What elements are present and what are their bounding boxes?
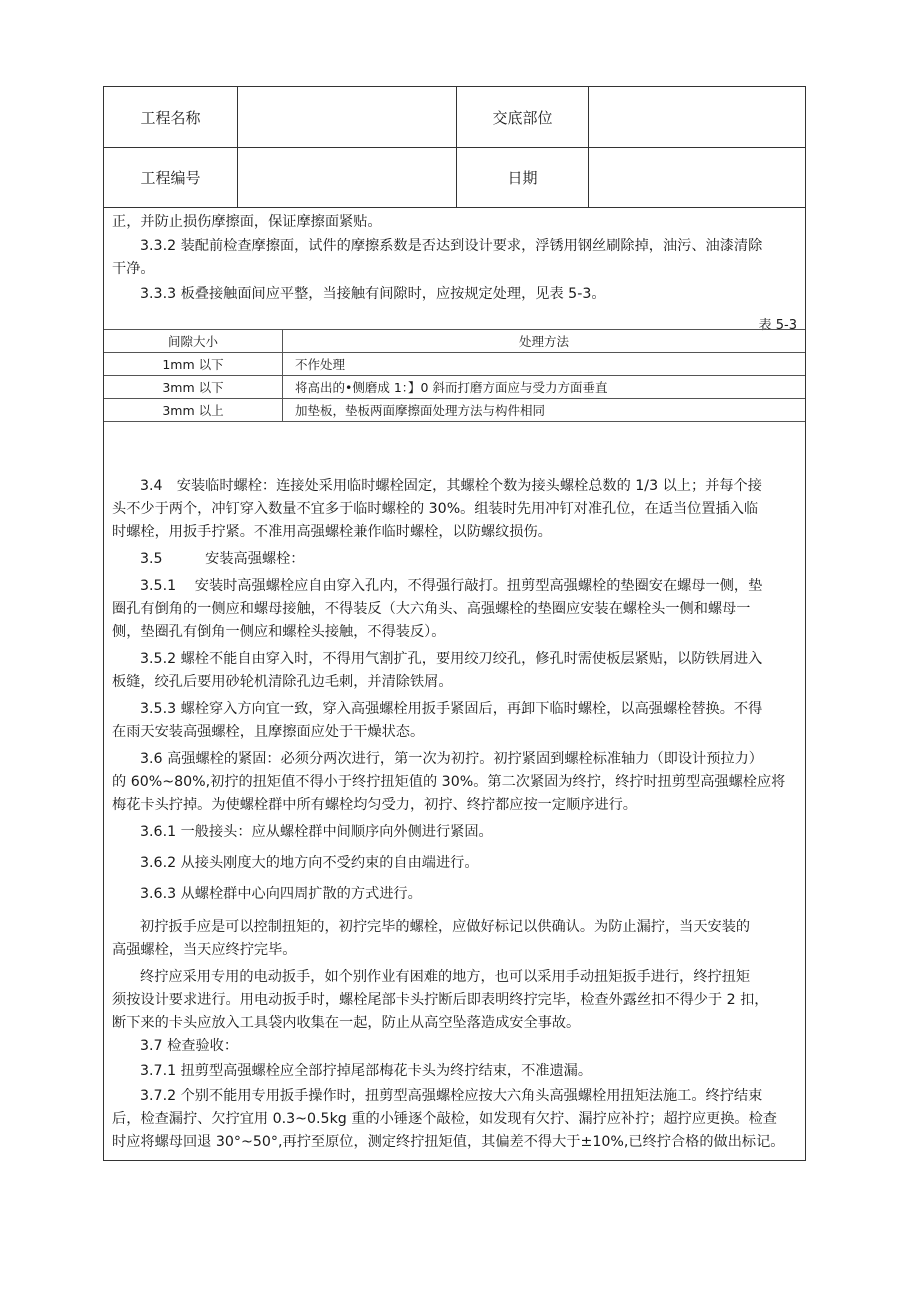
gap-size-cell: 3mm 以下: [162, 380, 224, 395]
paragraph-line: 3.5.2 螺栓不能自由穿入时，不得用气割扩孔，要用绞刀绞孔，修孔时需使板层紧贴，以防铁屑进入: [140, 651, 763, 667]
paragraph-line: 3.5.3 螺栓穿入方向宜一致，穿入高强螺栓用扳手紧固后，再卸下临时螺栓，以高强螺栓替换。不得: [140, 701, 763, 717]
treatment-cell: 加垫板，垫板两面摩擦面处理方法与构件相同: [282, 399, 805, 421]
location-value: [588, 87, 805, 147]
paragraph-line: 3.6.3 从螺栓群中心向四周扩散的方式进行。: [140, 886, 422, 902]
paragraph-line: 3.6 高强螺栓的紧固：必须分两次进行，第一次为初拧。初拧紧固到螺栓标准轴力（即设计预拉力）: [140, 751, 763, 767]
paragraph-line: 板缝，绞孔后要用砂轮机清除孔边毛刺，并清除铁屑。: [112, 674, 453, 690]
treatment-cell: 不作处理: [282, 353, 805, 375]
gap-size-cell: 1mm 以下: [162, 357, 224, 372]
table-caption: 表 5-3: [758, 318, 797, 333]
paragraph-line: 3.4 安装临时螺栓：连接处采用临时螺栓固定，其螺栓个数为接头螺栓总数的 1/3 以上；并每个接: [140, 478, 762, 494]
gap-table: [104, 329, 805, 421]
paragraph-line: 头不少于两个，冲钉穿入数量不宜多于临时螺栓的 30%。组装时先用冲钉对准孔位，在适当位置插入临: [112, 501, 759, 517]
paragraph-line: 高强螺栓，当天应终拧完毕。: [112, 942, 297, 958]
paragraph-line: 断下来的卡头应放入工具袋内收集在一起，防止从高空坠落造成安全事故。: [112, 1015, 581, 1031]
treatment-header: 处理方法: [282, 330, 805, 352]
project-name-value: [237, 87, 456, 147]
project-no-label: 工程编号: [140, 169, 201, 187]
gap-size-header: 间隙大小: [167, 334, 218, 349]
paragraph-line: 3.7.1 扭剪型高强螺栓应全部拧掉尾部梅花卡头为终拧结束，不准遗漏。: [140, 1063, 593, 1079]
paragraph-line: 侧，垫圈孔有倒角一侧应和螺栓头接触，不得装反）。: [112, 624, 446, 640]
paragraph-line: 正，并防止损伤摩擦面，保证摩擦面紧贴。: [112, 214, 382, 230]
paragraph-line: 时应将螺母回退 30°~50°,再拧至原位，测定终拧扭矩值，其偏差不得大于±10%,已终拧合格的做出标记。: [112, 1134, 785, 1150]
top-paragraphs: [112, 211, 800, 306]
table-row: [104, 375, 805, 398]
paragraph-line: 3.3.2 装配前检查摩擦面，试件的摩擦系数是否达到设计要求，浮锈用钢丝刷除掉，油污、油漆清除: [140, 238, 763, 254]
paragraph-line: 3.6.2 从接头刚度大的地方向不受约束的自由端进行。: [140, 855, 479, 871]
paragraph-line: 3.6.1 一般接头：应从螺栓群中间顺序向外侧进行紧固。: [140, 824, 493, 840]
header-row-1: [104, 87, 805, 148]
paragraph-line: 的 60%~80%,初拧的扭矩值不得小于终拧扭矩值的 30%。第二次紧固为终拧，终拧时扭剪型高强螺栓应将: [112, 774, 786, 790]
body-paragraphs: [112, 475, 800, 1154]
date-label: 日期: [456, 148, 588, 207]
paragraph-line: 圈孔有倒角的一侧应和螺母接触，不得装反（大六角头、高强螺栓的垫圈应安装在螺栓头一侧和螺母一: [112, 601, 751, 617]
paragraph-line: 终拧应采用专用的电动扳手，如个别作业有困难的地方，也可以采用手动扭矩扳手进行，终拧扭矩: [140, 969, 751, 985]
paragraph-line: 3.3.3 板叠接触面间应平整，当接触有间隙时，应按规定处理，见表 5-3。: [140, 286, 606, 302]
project-no-value: [237, 148, 456, 207]
table-row: [104, 398, 805, 421]
paragraph-line: 梅花卡头拧掉。为使螺栓群中所有螺栓均匀受力，初拧、终拧都应按一定顺序进行。: [112, 797, 637, 813]
header-row-2: [104, 148, 805, 208]
paragraph-line: 时螺栓，用扳手拧紧。不准用高强螺栓兼作临时螺栓，以防螺纹损伤。: [112, 524, 552, 540]
paragraph-line: 后，检查漏拧、欠拧宜用 0.3~0.5kg 重的小锤逐个敲检，如发现有欠拧、漏拧应补拧；超拧应更换。检查: [112, 1111, 777, 1127]
paragraph-line: 须按设计要求进行。用电动扳手时，螺栓尾部卡头拧断后即表明终拧完毕，检查外露丝扣不得少于 2 扣，: [112, 992, 769, 1008]
document-frame: [103, 86, 806, 1161]
paragraph-line: 3.7 检查验收：: [140, 1038, 239, 1054]
paragraph-line: 3.7.2 个别不能用专用扳手操作时，扭剪型高强螺栓应按大六角头高强螺栓用扭矩法施工。终拧结束: [140, 1088, 763, 1104]
table-bottom-rule: [104, 421, 805, 422]
paragraph-line: 3.5.1 安装时高强螺栓应自由穿入孔内，不得强行敲打。扭剪型高强螺栓的垫圈安在螺母一侧，垫: [140, 578, 763, 594]
paragraph-line: 初拧扳手应是可以控制扭矩的，初拧完毕的螺栓，应做好标记以供确认。为防止漏拧，当天安装的: [140, 919, 751, 935]
date-value: [588, 148, 805, 207]
gap-table-header-row: [104, 329, 805, 352]
paragraph-line: 干净。: [112, 261, 155, 277]
treatment-cell: 将高出的•侧磨成 1：】0 斜而打磨方面应与受力方面垂直: [282, 376, 805, 398]
project-name-label: 工程名称: [140, 108, 201, 127]
table-row: [104, 352, 805, 375]
gap-size-cell: 3mm 以上: [162, 403, 224, 418]
paragraph-line: 在雨天安装高强螺栓，且摩擦面应处于干燥状态。: [112, 724, 425, 740]
paragraph-line: 3.5 安装高强螺栓：: [140, 551, 305, 567]
location-label: 交底部位: [456, 87, 588, 147]
